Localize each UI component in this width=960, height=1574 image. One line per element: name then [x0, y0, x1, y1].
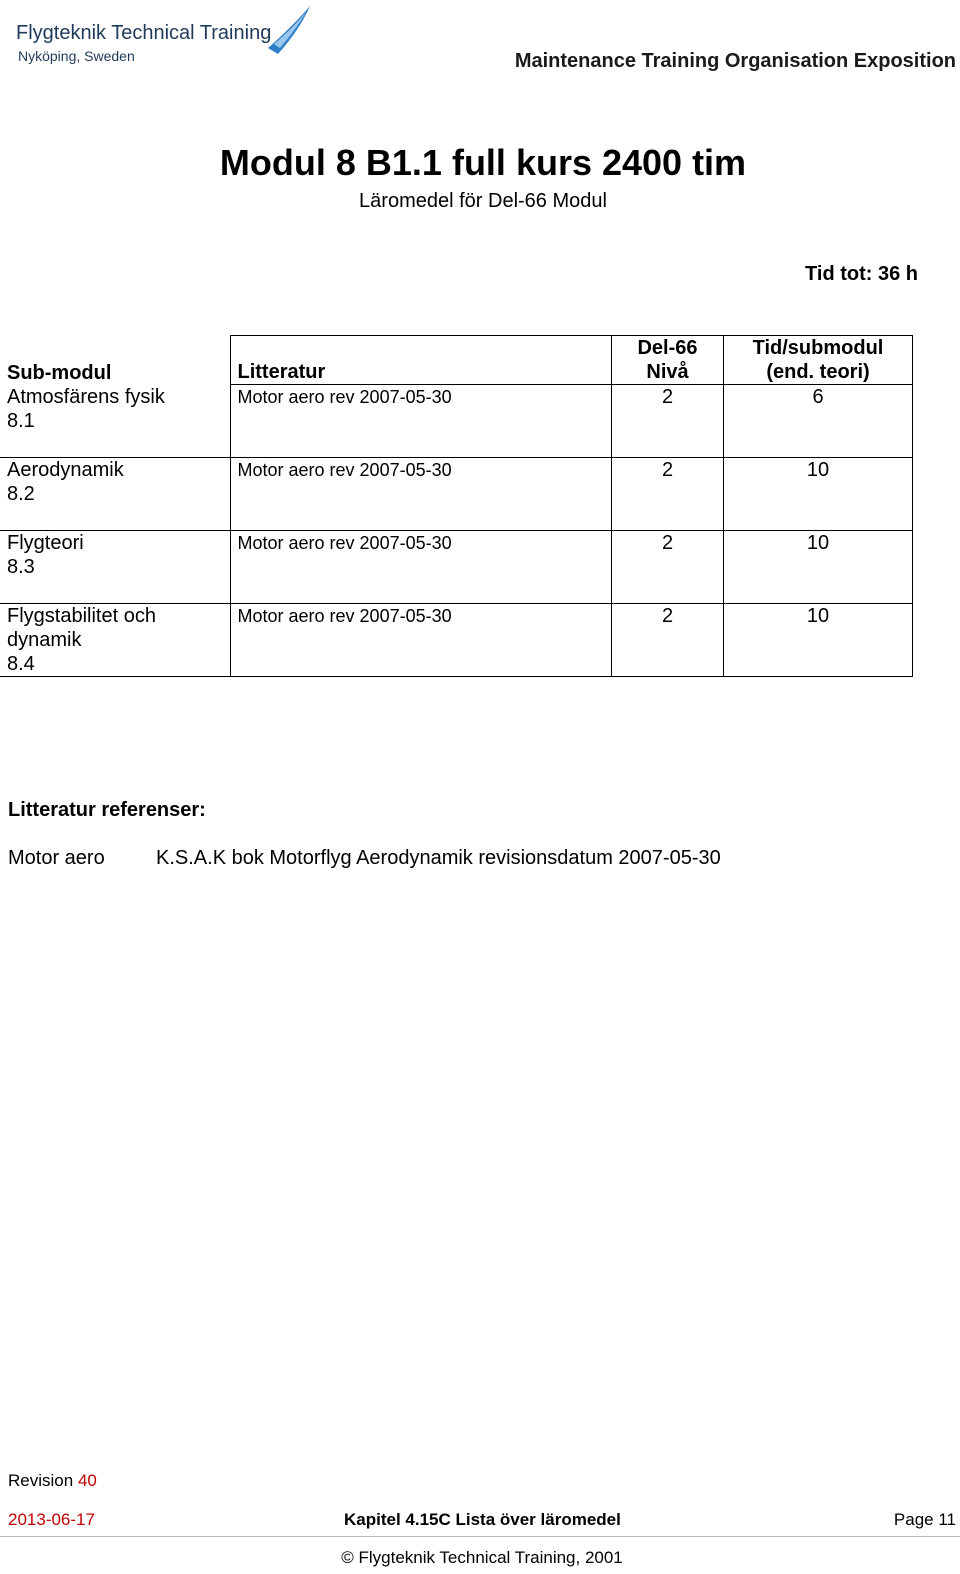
page-subtitle: Läromedel för Del-66 Modul — [359, 190, 607, 212]
copyright: © Flygteknik Technical Training, 2001 — [341, 1548, 623, 1567]
table-header-row — [0, 336, 912, 385]
submodule-code: 8.2 — [7, 483, 35, 505]
header-time-line2: (end. teori) — [766, 361, 870, 383]
reference-value: K.S.A.K bok Motorflyg Aerodynamik revisionsdatum 2007-05-30 — [156, 847, 721, 869]
logo-title: Flygteknik Technical Training — [16, 22, 272, 44]
footer-date: 2013-06-17 — [8, 1510, 95, 1529]
header-time — [723, 336, 912, 385]
submodule-cell — [0, 531, 230, 604]
submodule-code: 8.4 — [7, 653, 35, 675]
page-number: Page 11 — [893, 1510, 956, 1529]
footer-divider — [0, 1536, 960, 1537]
swoosh-logo-icon — [266, 4, 312, 56]
literature-cell: Motor aero rev 2007-05-30 — [230, 604, 611, 677]
submodule-cell — [0, 604, 230, 677]
time-cell: 10 — [723, 531, 912, 604]
header-organisation-title: Maintenance Training Organisation Exposition — [514, 50, 956, 72]
level-cell: 2 — [611, 531, 723, 604]
literature-cell: Motor aero rev 2007-05-30 — [230, 458, 611, 531]
level-cell: 2 — [611, 385, 723, 458]
page-title: Modul 8 B1.1 full kurs 2400 tim — [219, 142, 747, 183]
submodule-name: Aerodynamik — [7, 459, 124, 481]
header-submodule: Sub-modul — [0, 336, 230, 385]
table-row — [0, 604, 912, 677]
submodule-name: Atmosfärens fysik — [7, 385, 165, 408]
level-cell: 2 — [611, 458, 723, 531]
submodule-code: 8.1 — [7, 409, 35, 432]
literature-cell: Motor aero rev 2007-05-30 — [230, 531, 611, 604]
references-heading: Litteratur referenser: — [8, 799, 206, 821]
literature-cell: Motor aero rev 2007-05-30 — [230, 385, 611, 458]
header-level-line1: Del-66 — [637, 337, 698, 359]
level-cell: 2 — [611, 604, 723, 677]
revision-label: Revision — [8, 1471, 74, 1490]
table-row — [0, 458, 912, 531]
table-row — [0, 385, 912, 458]
logo-subtitle: Nyköping, Sweden — [18, 48, 135, 64]
revision — [8, 1471, 97, 1491]
module-table — [0, 335, 913, 677]
revision-number: 40 — [77, 1471, 97, 1490]
submodule-code: 8.3 — [7, 556, 35, 578]
time-cell: 10 — [723, 458, 912, 531]
table-row — [0, 531, 912, 604]
footer-chapter: Kapitel 4.15C Lista över läromedel — [344, 1510, 621, 1529]
submodule-name: Flygteori — [7, 532, 84, 554]
submodule-name: Flygstabilitet och dynamik — [7, 605, 156, 651]
header-time-line1: Tid/submodul — [752, 337, 884, 359]
submodule-cell — [0, 385, 230, 458]
reference-key: Motor aero — [8, 847, 105, 869]
time-cell: 10 — [723, 604, 912, 677]
time-cell: 6 — [723, 385, 912, 458]
submodule-cell — [0, 458, 230, 531]
header-literature: Litteratur — [230, 336, 611, 385]
total-time: Tid tot: 36 h — [805, 263, 918, 285]
header-level-line2: Nivå — [646, 361, 689, 383]
header-level — [611, 336, 723, 385]
